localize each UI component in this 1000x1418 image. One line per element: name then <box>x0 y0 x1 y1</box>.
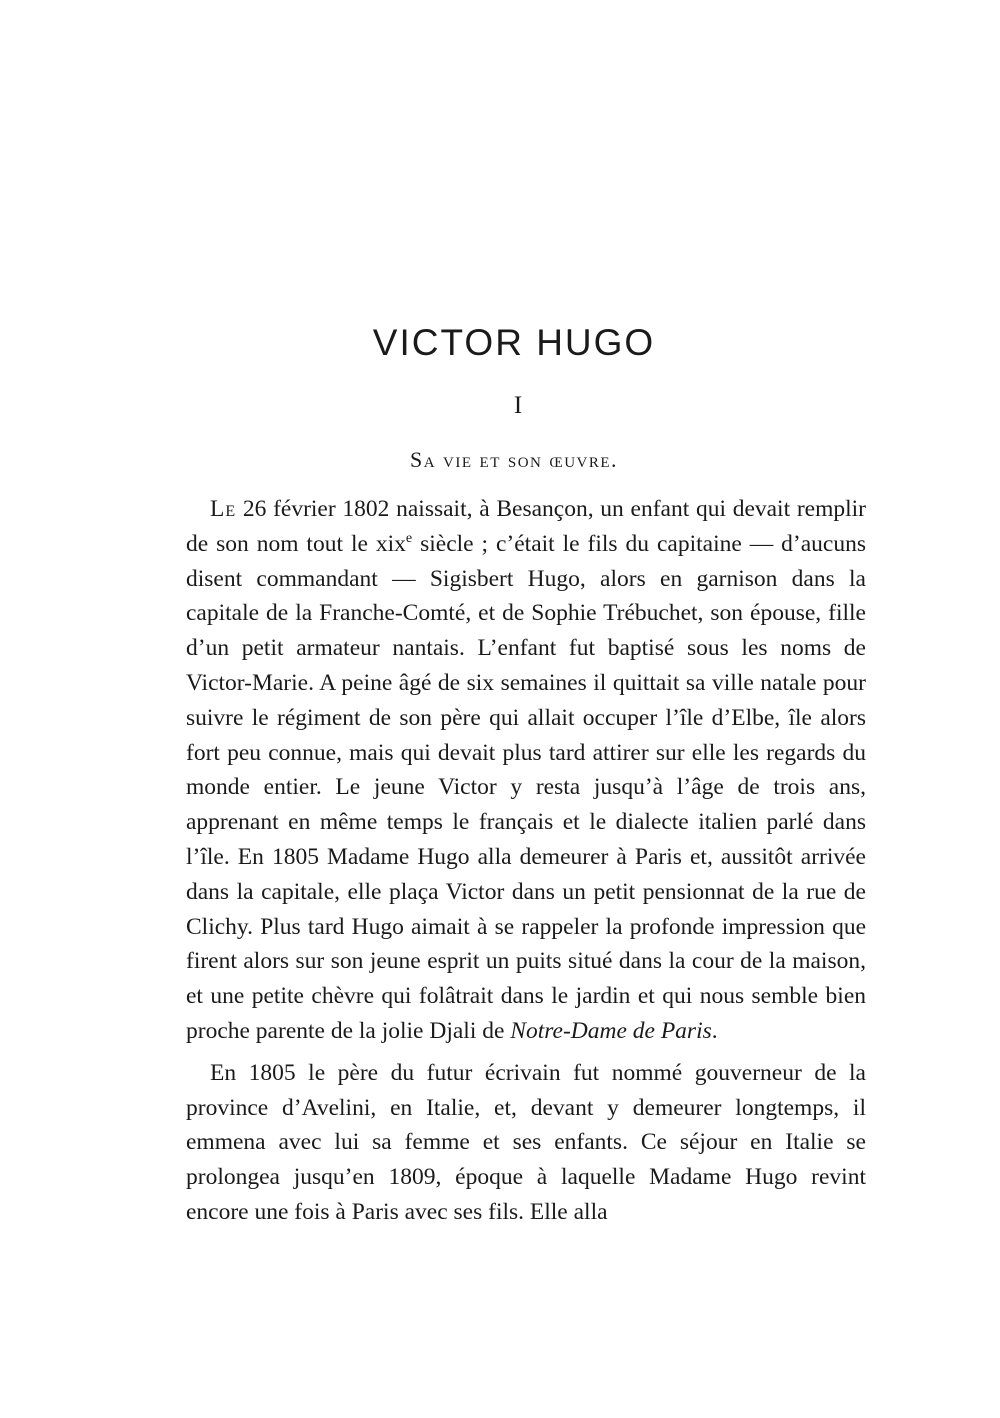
drop-word: Le <box>210 496 237 522</box>
superscript: e <box>405 529 413 546</box>
page-title: VICTOR HUGO <box>372 322 656 363</box>
chapter-number: I <box>513 392 523 419</box>
body-text <box>186 492 866 1230</box>
paragraph-1-end: . <box>711 1017 718 1044</box>
paragraph-1-text-b: siècle ; c’était le fils du capitaine — d’aucuns disent commandant — Sigisbert Hugo, alors en garnison dans la capitale de la Franche-Comté, et de Sophie Trébuchet, son épouse, fille d’un petit armateur nantais. L’enfant fut baptisé sous les noms de Victor-Marie. A peine âgé de six semaines il quittait sa ville natale pour suivre le régiment de son père qui allait occuper l’île d’Elbe, île alors fort peu connue, mais qui devait plus tard attirer sur elle les regards du monde entier. Le jeune Victor y resta jusqu’à l’âge de trois ans, apprenant en même temps le français et le dialecte italien parlé dans l’île. En 1805 Madame Hugo alla demeurer à Paris et, aussitôt arrivée dans la capitale, elle plaça Victor dans un petit pensionnat de la rue de Clichy. Plus tard Hugo aimait à se rappeler la profonde impression que firent alors sur son jeune esprit un puits situé dans la cour de la maison, et une petite chèvre qui folâtrait dans le jardin et qui nous semble bien proche parente de la jolie Djali de <box>186 530 866 1044</box>
chapter-title: Sa vie et son œuvre. <box>409 447 619 472</box>
paragraph-1 <box>186 492 866 1049</box>
italic-title: Notre-Dame de Paris <box>510 1017 712 1044</box>
paragraph-1-text-a: 26 février 1802 naissait, à Besançon, un enfant qui devait remplir de son nom tout le xix <box>186 496 866 557</box>
paragraph-2: En 1805 le père du futur écrivain fut nommé gouverneur de la province d’Avelini, en Italie, et, devant y demeurer longtemps, il emmena avec lui sa femme et ses enfants. Ce séjour en Italie se prolongea jusqu’en 1809, époque à laquelle Madame Hugo revint encore une fois à Paris avec ses fils. Elle alla <box>186 1059 866 1225</box>
